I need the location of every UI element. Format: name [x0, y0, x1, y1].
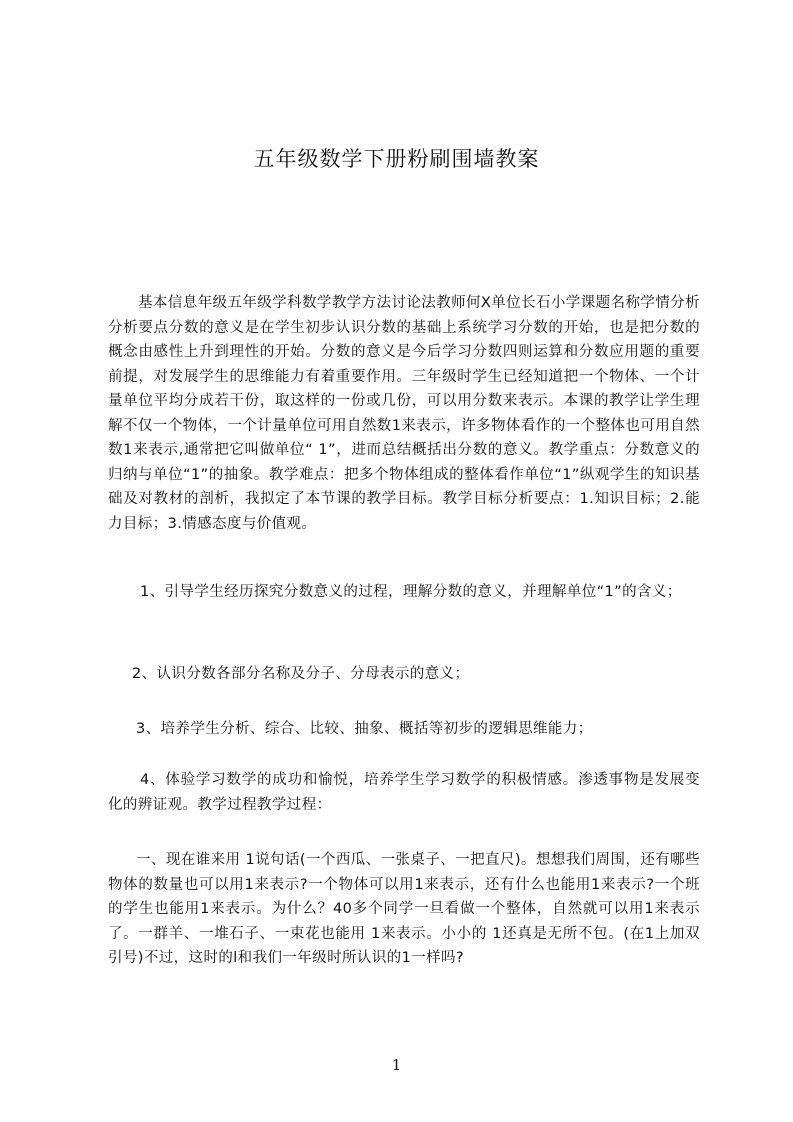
- paragraph-goal-2: 2、认识分数各部分名称及分子、分母表示的意义；: [132, 666, 470, 682]
- paragraph-basic-info: 基本信息年级五年级学科数学教学方法讨论法教师何X单位长石小学课题名称学情分析分析要点分数的意义是在学生初步认识分数的基础上系统学习分数的开始，也是把分数的概念由感性上升到理性的开始。分数的意义是今后学习分数四则运算和分数应用题的重要前提，对发展学生的思维能力有着重要作用。三年级时学生已经知道把一个物体、一个计量单位平均分成若干份，取这样的一份或几份，可以用分数来表示。本课的教学让学生理解不仅一个物体，一个计量单位可用自然数1来表示，许多物体看作的一个整体也可用自然数1来表示,通常把它叫做单位“ 1”，进而总结概括出分数的意义。教学重点：分数意义的归纳与单位“1”的抽象。教学难点：把多个物体组成的整体看作单位“1”纵观学生的知识基础及对教材的剖析，我拟定了本节课的教学目标。教学目标分析要点：1.知识目标；2.能力目标；3.情感态度与价值观。: [108, 295, 700, 532]
- paragraph-goal-3: 3、培养学生分析、综合、比较、抽象、概括等初步的逻辑思维能力；: [136, 721, 593, 737]
- paragraph-goal-1: 1、引导学生经历探究分数意义的过程，理解分数的意义，并理解单位“1”的含义；: [140, 584, 682, 600]
- page-number: 1: [391, 1056, 402, 1074]
- paragraph-goal-4: 4、体验学习数学的成功和愉悦，培养学生学习数学的积极情感。渗透事物是发展变化的辨证观。教学过程教学过程：: [108, 772, 700, 813]
- document-title: 五年级数学下册粉刷围墙教案: [253, 147, 540, 171]
- paragraph-process-1: 一、现在谁来用 1说句话(一个西瓜、一张桌子、一把直尺)。想想我们周围，还有哪些物体的数量也可以用1来表示?一个物体可以用1来表示，还有什么也能用1来表示?一个班的学生也能用1来表示。为什么？40多个同学一旦看做一个整体，自然就可以用1来表示了。一群羊、一堆石子、一束花也能用 1来表示。小小的 1还真是无所不包。(在1上加双引号)不过，这时的l和我们一年级时所认识的1一样吗?: [108, 852, 700, 966]
